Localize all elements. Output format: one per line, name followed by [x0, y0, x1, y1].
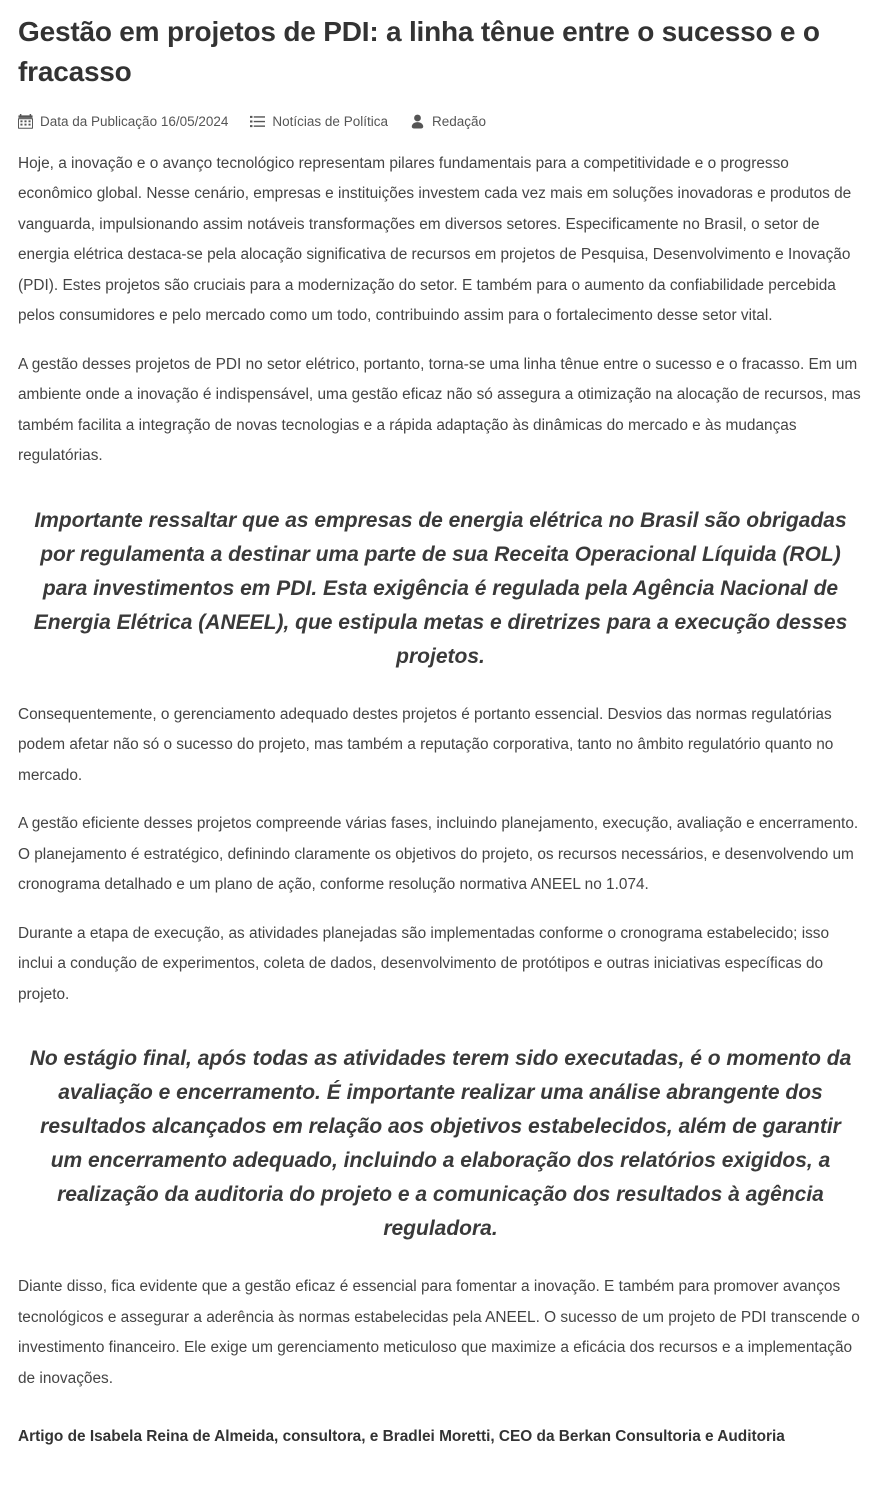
calendar-icon [18, 114, 33, 129]
meta-author-label: Redação [431, 113, 487, 129]
pullquote-1: Importante ressaltar que as empresas de energia elétrica no Brasil são obrigadas por regulamenta a destinar uma parte de sua Receita Operacional Líquida (ROL) para investimentos em PDI. Esta exigência é regulada pela Agência Nacional de Energia Elétrica (ANEEL), que estipula metas e diretrizes para a execução desses projetos. [33, 508, 848, 668]
paragraph-1: Hoje, a inovação e o avanço tecnológico representam pilares fundamentais para a competitividade e o progresso econômico global. Nesse cenário, empresas e instituições investem cada vez mais em soluções inovadoras e produtos de vanguarda, impulsionando assim notáveis transformações em diversos setores. Especificamente no Brasil, o setor de energia elétrica destaca-se pela alocação significativa de recursos em projetos de Pesquisa, Desenvolvimento e Inovação (PDI). Estes projetos são cruciais para a modernização do setor. E também para o aumento da confiabilidade percebida pelos consumidores e pelo mercado como um todo, contribuindo assim para o fortalecimento desse setor vital. [18, 154, 852, 324]
paragraph-3: Consequentemente, o gerenciamento adequado destes projetos é portanto essencial. Desvios das normas regulatórias podem afetar não só o sucesso do projeto, mas também a reputação corporativa, tanto no âmbito regulatório quanto no mercado. [18, 705, 834, 784]
meta-category[interactable] [250, 114, 388, 129]
pullquote-2: No estágio final, após todas as atividades terem sido executadas, é o momento da avaliação e encerramento. É importante realizar uma análise abrangente dos resultados alcançados em relação aos objetivos estabelecidos, além de garantir um encerramento adequado, incluindo a elaboração dos relatórios exigidos, a realização da auditoria do projeto e a comunicação dos resultados à agência reguladora. [29, 1047, 852, 1241]
paragraph-4: A gestão eficiente desses projetos compreende várias fases, incluindo planejamento, execução, avaliação e encerramento. O planejamento é estratégico, definindo claramente os objetivos do projeto, os recursos necessários, e desenvolvendo um cronograma detalhado e um plano de ação, conforme resolução normativa ANEEL no 1.074. [18, 815, 859, 894]
meta-author [410, 114, 486, 129]
user-icon [410, 114, 425, 129]
paragraph-5: Durante a etapa de execução, as atividades planejadas são implementadas conforme o cronograma estabelecido; isso inclui a condução de experimentos, coleta de dados, desenvolvimento de protótipos e outras iniciativas específicas do projeto. [18, 924, 830, 1003]
page-title: Gestão em projetos de PDI: a linha tênue entre o sucesso e o fracasso [18, 16, 820, 87]
meta-publish-date [18, 114, 228, 129]
meta-publish-date-label: Data da Publicação 16/05/2024 [40, 113, 229, 129]
paragraph-6: Diante disso, fica evidente que a gestão eficaz é essencial para fomentar a inovação. E também para promover avanços tecnológicos e assegurar a aderência às normas estabelecidas pela ANEEL. O sucesso de um projeto de PDI transcende o investimento financeiro. Ele exige um gerenciamento meticuloso que maximize a eficácia dos recursos e a implementação de inovações. [18, 1278, 860, 1387]
list-icon [250, 114, 265, 129]
meta-category-label: Notícias de Política [272, 113, 388, 129]
paragraph-2: A gestão desses projetos de PDI no setor elétrico, portanto, torna-se uma linha tênue entre o sucesso e o fracasso. Em um ambiente onde a inovação é indispensável, uma gestão eficaz não só assegura a otimização na alocação de recursos, mas também facilita a integração de novas tecnologias e a rápida adaptação às dinâmicas do mercado e às mudanças regulatórias. [18, 355, 861, 464]
article-byline: Artigo de Isabela Reina de Almeida, consultora, e Bradlei Moretti, CEO da Berkan Consultoria e Auditoria [18, 1428, 785, 1446]
article-meta [18, 114, 863, 129]
